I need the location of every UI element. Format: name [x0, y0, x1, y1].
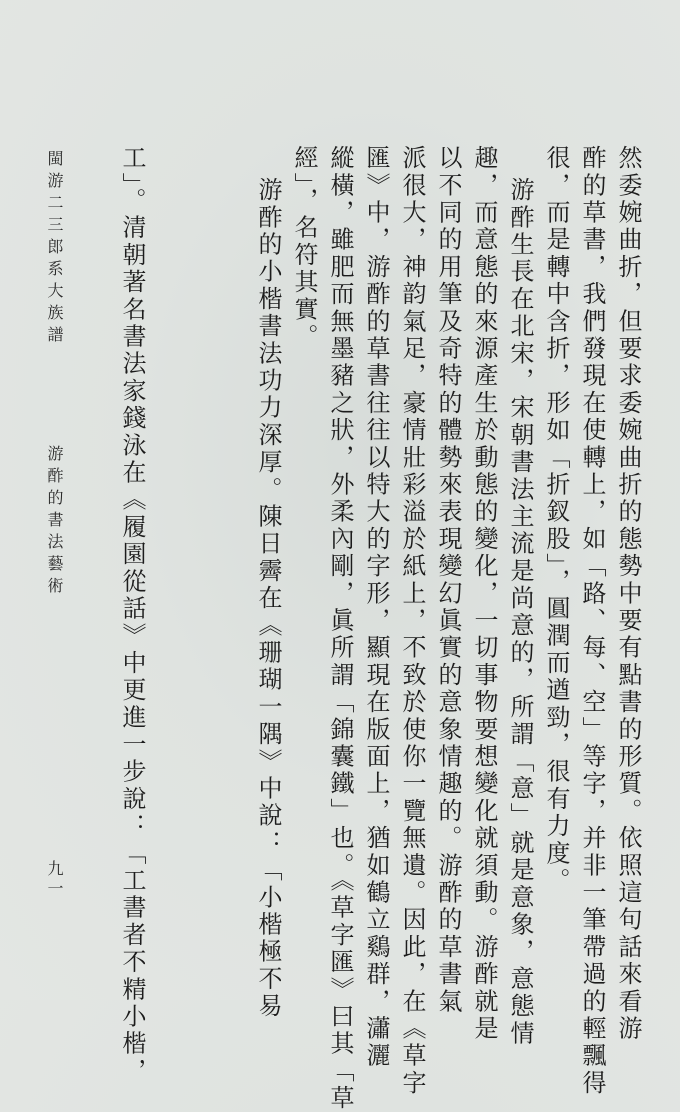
- page-number: 九一: [45, 860, 64, 900]
- text-column-1: 然委婉曲折，但要求委婉曲折的態勢中要有點書的形質。依照這句話來看游: [614, 145, 642, 1043]
- text-column-5: 趣，而意態的來源產生於動態的變化，一切事物要想變化就須動。游酢就是: [470, 145, 498, 1043]
- text-column-8: 匯》中，游酢的草書往往以特大的字形，顯現在版面上，猶如鶴立鷄群，瀟灑: [362, 145, 390, 1070]
- text-column-10: 經」，名符其實。: [290, 145, 318, 351]
- text-column-6: 以不同的用筆及奇特的體勢來表現變幻眞實的意象情趣的。游酢的草書氣: [434, 145, 462, 1016]
- section-title-header: 游酢的書法藝術: [45, 445, 64, 599]
- text-column-7: 派很大，神韵氣足，豪情壯彩溢於紙上，不致於使你一覽無遺。因此，在《草字: [398, 145, 426, 1097]
- text-column-12: 工」。清朝著名書法家錢泳在《履園從話》中更進一步說：「工書者不精小楷，: [118, 145, 146, 1085]
- text-column-2: 酢的草書，我們發現在使轉上，如「路、每、空」等字，并非一筆帶過的輕飄得: [578, 145, 606, 1097]
- text-column-11: 游酢的小楷書法功力深厚。陳日霽在《珊瑚一隅》中說：「小楷極不易: [254, 177, 282, 1021]
- book-title-header: 閩游二三郎系大族譜: [45, 150, 64, 348]
- text-column-3: 很，而是轉中含折，形如「折釵股」，圓潤而遒勁，很有力度。: [542, 145, 570, 895]
- text-column-4: 游酢生長在北宋，宋朝書法主流是尚意的，所謂「意」就是意象，意態情: [506, 177, 534, 1048]
- text-column-9: 縱橫，雖肥而無墨豬之狀，外柔內剛，眞所謂「錦囊鐵」也。《草字匯》曰其「草: [326, 145, 354, 1112]
